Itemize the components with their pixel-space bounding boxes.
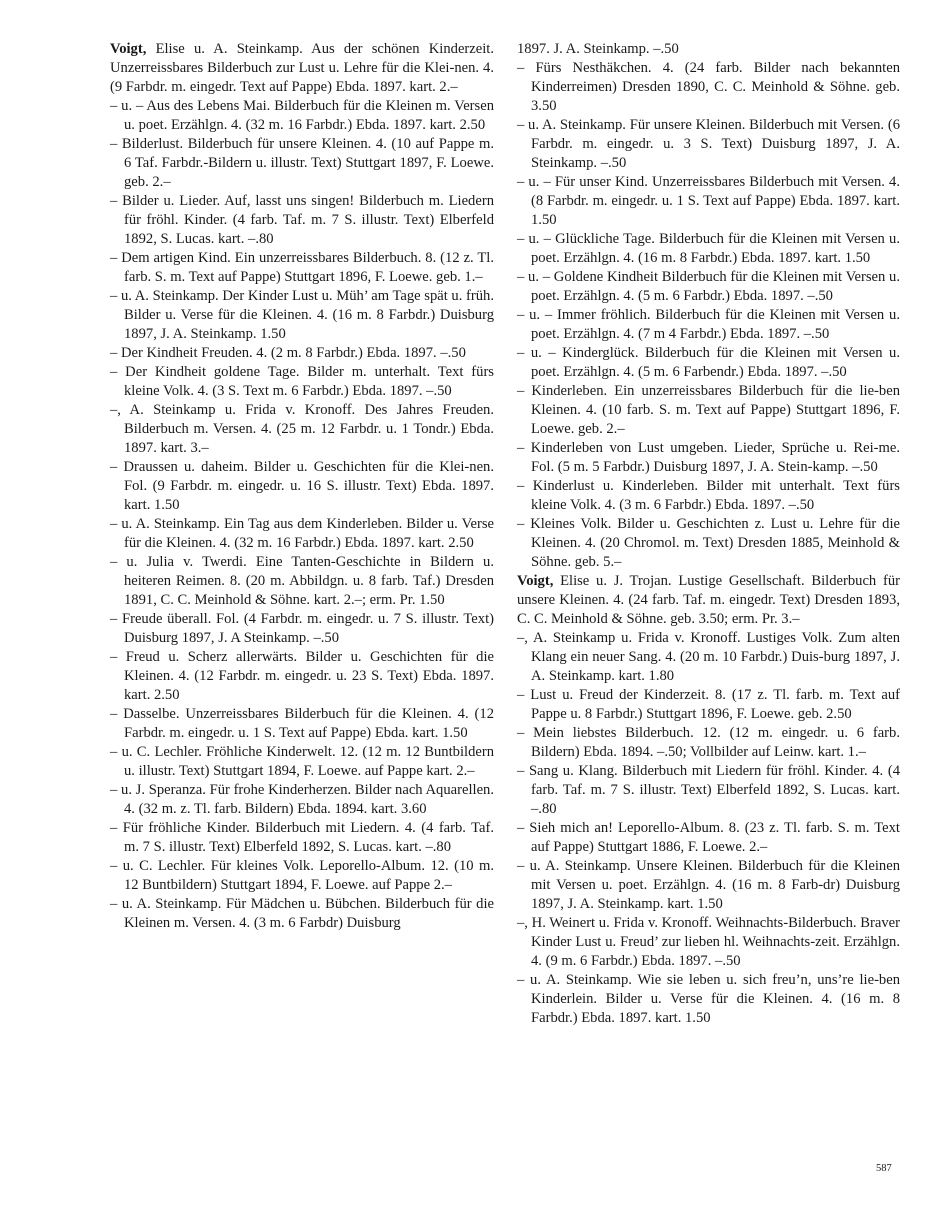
- entry-text: – Sang u. Klang. Bilderbuch mit Liedern für fröhl. Kinder. 4. (4 farb. Taf. m. 7 S. illustr. Text) Elberfeld 1892, S. Lucas. kart. –.80: [517, 763, 900, 817]
- entry-text: – Mein liebstes Bilderbuch. 12. (12 m. eingedr. u. 6 farb. Bildern) Ebda. 1894. –.50; Vollbilder auf Leinw. kart. 1.–: [517, 725, 900, 760]
- bibliography-headword-entry: [517, 572, 900, 629]
- entry-text: – u. – Goldene Kindheit Bilderbuch für die Kleinen mit Versen u. poet. Erzählgn. 4. (5 m. 6 Farbdr.) Ebda. 1897. –.50: [517, 269, 900, 304]
- right-column: [517, 40, 900, 1028]
- bibliography-entry: [517, 914, 900, 971]
- bibliography-entry: [517, 971, 900, 1028]
- bibliography-entry: [517, 724, 900, 762]
- bibliography-entry: [517, 819, 900, 857]
- entry-text: – u. – Glückliche Tage. Bilderbuch für die Kleinen mit Versen u. poet. Erzählgn. 4. (16 m. 8 Farbdr.) Ebda. 1897. kart. 1.50: [517, 231, 900, 266]
- entry-text: – u. – Aus des Lebens Mai. Bilderbuch für die Kleinen m. Versen u. poet. Erzählgn. 4. (32 m. 16 Farbdr.) Ebda. 1897. kart. 2.50: [110, 98, 494, 133]
- bibliography-entry: [517, 762, 900, 819]
- entry-text: – Freud u. Scherz allerwärts. Bilder u. Geschichten für die Kleinen. 4. (12 Farbdr. m. eingedr. u. 23 S. Text) Ebda. 1897. kart. 2.50: [110, 649, 494, 703]
- entry-text: – u. – Kinderglück. Bilderbuch für die Kleinen mit Versen u. poet. Erzählgn. 4. (5 m. 6 Farbendr.) Ebda. 1897. –.50: [517, 345, 900, 380]
- bibliography-entry: [110, 287, 494, 344]
- entry-text: 1897. J. A. Steinkamp. –.50: [517, 41, 679, 57]
- entry-text: – Kinderleben von Lust umgeben. Lieder, Sprüche u. Rei-me. Fol. (5 m. 5 Farbdr.) Duisburg 1897, J. A. Stein-kamp. –.50: [517, 440, 900, 475]
- bibliography-entry: [110, 895, 494, 933]
- entry-text: – Für fröhliche Kinder. Bilderbuch mit Liedern. 4. (4 farb. Taf. m. 7 S. illustr. Text) Elberfeld 1892, S. Lucas. kart. –.80: [110, 820, 494, 855]
- bibliography-entry: [110, 610, 494, 648]
- entry-text: – Kinderleben. Ein unzerreissbares Bilderbuch für die lie-ben Kleinen. 4. (10 farb. S. m. Text auf Pappe) Stuttgart 1896, F. Loewe. geb. 2.–: [517, 383, 900, 437]
- entry-text: – Dasselbe. Unzerreissbares Bilderbuch für die Kleinen. 4. (12 Farbdr. m. eingedr. u. 1 S. Text auf Pappe) Ebda. kart. 1.50: [110, 706, 494, 741]
- entry-text: – Bilder u. Lieder. Auf, lasst uns singen! Bilderbuch m. Liedern für fröhl. Kinder. (4 farb. Taf. m. 7 S. illustr. Text) Elberfeld 1892, S. Lucas. kart. –.80: [110, 193, 494, 247]
- bibliography-entry: [110, 857, 494, 895]
- bibliography-entry: [110, 249, 494, 287]
- bibliography-entry: [110, 648, 494, 705]
- entry-text: – Kleines Volk. Bilder u. Geschichten z. Lust u. Lehre für die Kleinen. 4. (20 Chromol. m. Text) Dresden 1885, Meinhold & Söhne. geb. 5.–: [517, 516, 900, 570]
- entry-text: – u. Julia v. Twerdi. Eine Tanten-Geschichte in Bildern u. heiteren Reimen. 8. (20 m. Abbildgn. u. 8 farb. Taf.) Dresden 1891, C. C. Meinhold & Söhne. kart. 2.–; erm. Pr. 1.50: [110, 554, 494, 608]
- bibliography-entry: [517, 116, 900, 173]
- entry-text: – u. – Immer fröhlich. Bilderbuch für die Kleinen mit Versen u. poet. Erzählgn. 4. (7 m 4 Farbdr.) Ebda. 1897. –.50: [517, 307, 900, 342]
- entry-text: – Draussen u. daheim. Bilder u. Geschichten für die Klei-nen. Fol. (9 Farbdr. m. eingedr. u. 16 S. illustr. Text) Ebda. 1897. kart. 1.50: [110, 459, 494, 513]
- entry-text: – u. C. Lechler. Für kleines Volk. Leporello-Album. 12. (10 m. 12 Buntbildern) Stuttgart 1894, F. Loewe. auf Pappe 2.–: [110, 858, 494, 893]
- bibliography-entry: [110, 553, 494, 610]
- bibliography-entry: [110, 458, 494, 515]
- bibliography-entry: [517, 344, 900, 382]
- bibliography-headword-entry: [110, 40, 494, 97]
- entry-text: – u. A. Steinkamp. Unsere Kleinen. Bilderbuch für die Kleinen mit Versen u. poet. Erzählgn. 4. (16 m. 8 Farb-dr) Duisburg 1897, J. A. Steinkamp. kart. 1.50: [517, 858, 900, 912]
- entry-text: – Fürs Nesthäkchen. 4. (24 farb. Bilder nach bekannten Kinderreimen) Dresden 1890, C. C. Meinhold & Söhne. geb. 3.50: [517, 60, 900, 114]
- bibliography-entry: [517, 306, 900, 344]
- entry-text: – u. A. Steinkamp. Der Kinder Lust u. Müh’ am Tage spät u. früh. Bilder u. Verse für die Kleinen. 4. (16 m. 8 Farbdr.) Duisburg 1897, J. A. Steinkamp. 1.50: [110, 288, 494, 342]
- entry-text: – u. J. Speranza. Für frohe Kinderherzen. Bilder nach Aquarellen. 4. (32 m. z. Tl. farb. Bildern) Ebda. 1894. kart. 3.60: [110, 782, 494, 817]
- entry-text: – u. – Für unser Kind. Unzerreissbares Bilderbuch mit Versen. 4. (8 Farbdr. m. eingedr. u. 1 S. Text auf Pappe) Ebda. 1897. kart. 1.50: [517, 174, 900, 228]
- left-column: [110, 40, 494, 933]
- entry-text: – Der Kindheit goldene Tage. Bilder m. unterhalt. Text fürs kleine Volk. 4. (3 S. Text m. 6 Farbdr.) Ebda. 1897. –.50: [110, 364, 494, 399]
- bibliography-entry: [517, 477, 900, 515]
- bibliography-entry: [110, 515, 494, 553]
- bibliography-entry: [110, 363, 494, 401]
- bibliography-entry: [110, 819, 494, 857]
- bibliography-entry: [517, 439, 900, 477]
- entry-text: – u. A. Steinkamp. Für Mädchen u. Bübchen. Bilderbuch für die Kleinen m. Versen. 4. (3 m. 6 Farbdr) Duisburg: [110, 896, 494, 931]
- page-number: 587: [876, 1163, 892, 1174]
- entry-text: – u. A. Steinkamp. Wie sie leben u. sich freu’n, uns’re lie-ben Kinderlein. Bilder u. Verse für die Kleinen. 4. (16 m. 8 Farbdr.) Ebda. 1897. kart. 1.50: [517, 972, 900, 1026]
- entry-text: – Sieh mich an! Leporello-Album. 8. (23 z. Tl. farb. S. m. Text auf Pappe) Stuttgart 1886, F. Loewe. 2.–: [517, 820, 900, 855]
- entry-text: – Kinderlust u. Kinderleben. Bilder mit unterhalt. Text fürs kleine Volk. 4. (3 m. 6 Farbdr.) Ebda. 1897. –.50: [517, 478, 900, 513]
- entry-text: – Bilderlust. Bilderbuch für unsere Kleinen. 4. (10 auf Pappe m. 6 Taf. Farbdr.-Bildern u. illustr. Text) Stuttgart 1897, F. Loewe. geb. 2.–: [110, 136, 494, 190]
- entry-text: – u. A. Steinkamp. Für unsere Kleinen. Bilderbuch mit Versen. (6 Farbdr. m. eingedr. u. 3 S. Text) Duisburg 1897, J. A. Steinkamp. –.50: [517, 117, 900, 171]
- bibliography-entry: [110, 781, 494, 819]
- entry-text: – Der Kindheit Freuden. 4. (2 m. 8 Farbdr.) Ebda. 1897. –.50: [110, 345, 466, 361]
- entry-text: – Lust u. Freud der Kinderzeit. 8. (17 z. Tl. farb. m. Text auf Pappe u. 8 Farbdr.) Stuttgart 1896, F. Loewe. geb. 2.50: [517, 687, 900, 722]
- bibliography-entry: [517, 173, 900, 230]
- author-headword: Voigt,: [517, 573, 554, 589]
- entry-text: –, H. Weinert u. Frida v. Kronoff. Weihnachts-Bilderbuch. Braver Kinder Lust u. Freud’ zur lieben hl. Weihnachts-zeit. Erzählgn. 4. (9 m. 6 Farbdr.) Ebda. 1897. –.50: [517, 915, 900, 969]
- bibliography-entry: [517, 268, 900, 306]
- entry-text: Elise u. A. Steinkamp. Aus der schönen Kinderzeit. Unzerreissbares Bilderbuch zur Lust u. Lehre für die Klei-nen. 4. (9 Farbdr. m. eingedr. Text auf Pappe) Ebda. 1897. kart. 2.–: [110, 41, 494, 95]
- entry-text: – u. A. Steinkamp. Ein Tag aus dem Kinderleben. Bilder u. Verse für die Kleinen. 4. (32 m. 16 Farbdr.) Ebda. 1897. kart. 2.50: [110, 516, 494, 551]
- bibliography-entry: [517, 629, 900, 686]
- bibliography-entry: [110, 344, 494, 363]
- bibliography-entry: [517, 230, 900, 268]
- entry-text: – u. C. Lechler. Fröhliche Kinderwelt. 12. (12 m. 12 Buntbildern u. illustr. Text) Stuttgart 1894, F. Loewe. auf Pappe kart. 2.–: [110, 744, 494, 779]
- entry-text: – Dem artigen Kind. Ein unzerreissbares Bilderbuch. 8. (12 z. Tl. farb. S. m. Text auf Pappe) Stuttgart 1896, F. Loewe. geb. 1.–: [110, 250, 494, 285]
- bibliography-entry: [517, 382, 900, 439]
- bibliography-entry: [110, 705, 494, 743]
- bibliography-entry: [110, 743, 494, 781]
- entry-text: –, A. Steinkamp u. Frida v. Kronoff. Des Jahres Freuden. Bilderbuch m. Versen. 4. (25 m. 12 Farbdr. u. 1 Tondr.) Ebda. 1897. kart. 3.–: [110, 402, 494, 456]
- bibliography-entry: [110, 192, 494, 249]
- bibliography-entry: [110, 135, 494, 192]
- bibliography-entry: [517, 857, 900, 914]
- bibliography-entry: [517, 515, 900, 572]
- entry-text: – Freude überall. Fol. (4 Farbdr. m. eingedr. u. 7 S. illustr. Text) Duisburg 1897, J. A Steinkamp. –.50: [110, 611, 494, 646]
- entry-text: –, A. Steinkamp u. Frida v. Kronoff. Lustiges Volk. Zum alten Klang ein neuer Sang. 4. (20 m. 10 Farbdr.) Duis-burg 1897, J. A. Steinkamp. kart. 1.80: [517, 630, 900, 684]
- bibliography-entry: [517, 59, 900, 116]
- bibliography-entry: [110, 401, 494, 458]
- entry-text: Elise u. J. Trojan. Lustige Gesellschaft. Bilderbuch für unsere Kleinen. 4. (24 farb. Taf. m. eingedr. Text) Dresden 1893, C. C. Meinhold & Söhne. geb. 3.50; erm. Pr. 3.–: [517, 573, 900, 627]
- bibliography-entry: [517, 40, 900, 59]
- bibliography-entry: [517, 686, 900, 724]
- bibliography-entry: [110, 97, 494, 135]
- author-headword: Voigt,: [110, 41, 147, 57]
